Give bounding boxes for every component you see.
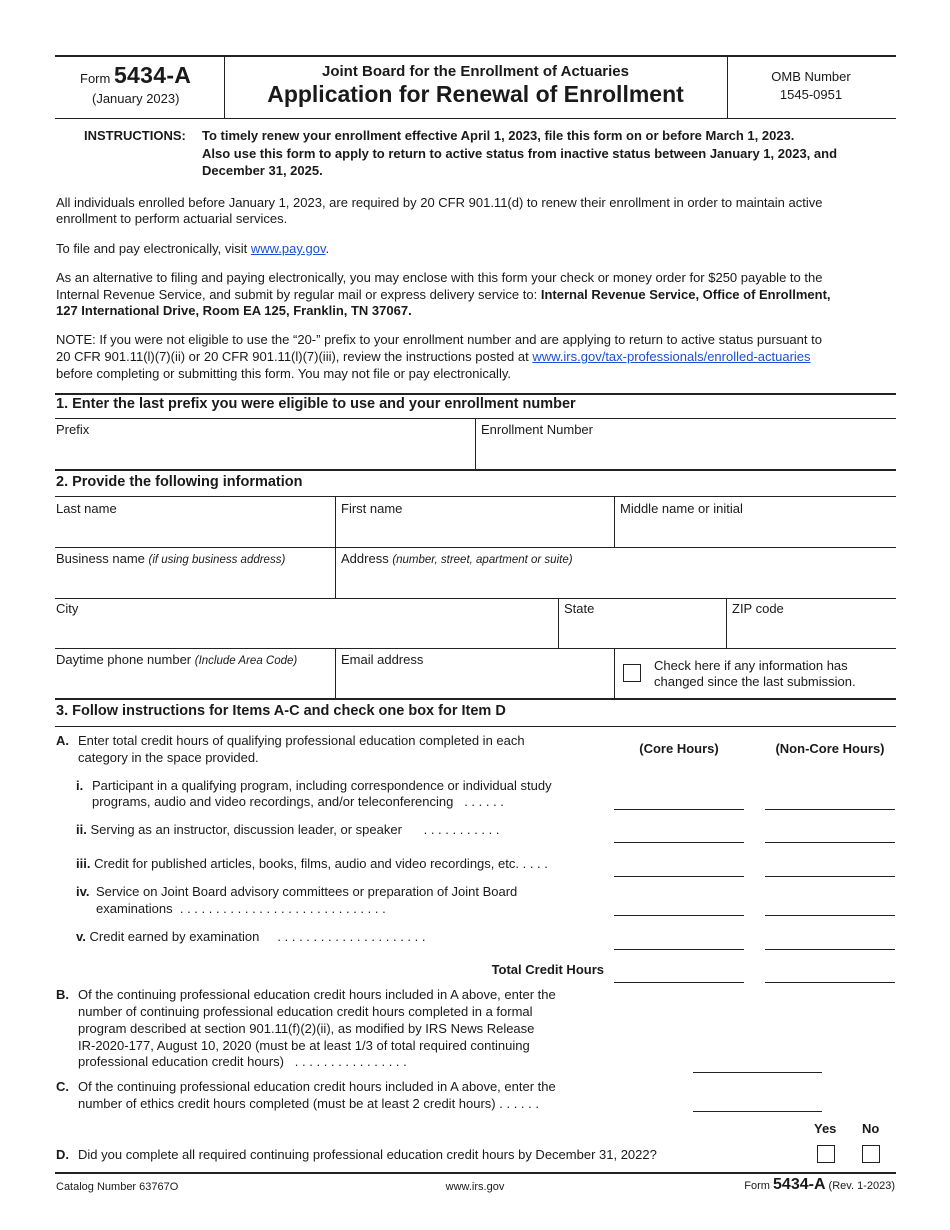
item-ii-noncore-line[interactable] [765, 842, 895, 843]
form-number: 5434-A [113, 62, 192, 88]
form-word: Form [80, 71, 111, 86]
pay-text-end: . [325, 241, 330, 256]
footer-website: www.irs.gov [445, 1181, 505, 1193]
item-i-core-line[interactable] [614, 809, 744, 810]
last-name-input[interactable] [56, 521, 332, 545]
section-2-heading: 2. Provide the following information [56, 474, 303, 490]
item-c-line-1: Of the continuing professional education credit hours included in A above, enter the [78, 1079, 556, 1094]
item-iv-line-1: Service on Joint Board advisory committees or preparation of Joint Board [96, 884, 518, 899]
pay-gov-link[interactable]: www.pay.gov [250, 241, 326, 256]
item-iii-num: iii. [76, 856, 91, 871]
item-v-dots: . . . . . . . . . . . . . . . . . . . . . [277, 929, 426, 944]
footer-revision: (Rev. 1-2023) [825, 1180, 895, 1192]
item-ii-dots: . . . . . . . . . . . [423, 822, 500, 837]
item-b-letter: B. [56, 987, 69, 1002]
footer-form-word: Form [744, 1180, 774, 1192]
phone-note: (Include Area Code) [194, 655, 298, 667]
row4-divider-2 [614, 649, 615, 698]
section-3-heading: 3. Follow instructions for Items A-C and check one box for Item D [56, 703, 506, 719]
item-a-line-1: Enter total credit hours of qualifying professional education completed in each [78, 733, 525, 748]
item-ii-text: Serving as an instructor, discussion leader, or speaker [90, 822, 402, 837]
item-d-yes-checkbox[interactable] [817, 1145, 835, 1163]
item-ii-num: ii. [76, 822, 87, 837]
enrolled-actuaries-link[interactable]: www.irs.gov/tax-professionals/enrolled-actuaries [532, 349, 811, 364]
form-date: (January 2023) [92, 91, 180, 106]
item-i-line-1: Participant in a qualifying program, including correspondence or individual study [92, 778, 552, 793]
item-c-letter: C. [56, 1079, 69, 1094]
agency-name: Joint Board for the Enrollment of Actuaries [322, 63, 629, 80]
item-b-line-1: Of the continuing professional education credit hours included in A above, enter the [78, 987, 556, 1002]
section-3-rule [55, 698, 896, 700]
item-v-num: v. [76, 929, 86, 944]
top-rule [55, 55, 896, 57]
item-a-line-2: category in the space provided. [78, 750, 259, 765]
address-text: Address [341, 551, 393, 566]
prefix-input[interactable] [56, 442, 470, 466]
enrollment-number-label: Enrollment Number [481, 422, 593, 437]
note-text: 20 CFR 901.11(l)(7)(ii) or 20 CFR 901.11(l)(7)(iii), review the instructions posted at [56, 349, 533, 364]
email-input[interactable] [341, 672, 610, 696]
total-credit-hours-label: Total Credit Hours [491, 962, 604, 977]
intro-paragraph-2 [56, 240, 329, 257]
item-b-dots: . . . . . . . . . . . . . . . . [294, 1054, 407, 1069]
omb-number: 1545-0951 [779, 87, 843, 102]
enrollment-number-input[interactable] [481, 442, 890, 466]
mail-address-2: 127 International Drive, Room EA 125, Franklin, TN 37067. [56, 303, 412, 318]
item-c-dots: . . . . . . [499, 1096, 539, 1111]
middle-name-label: Middle name or initial [620, 501, 743, 516]
yes-label: Yes [814, 1121, 837, 1136]
item-iv-line-2 [96, 900, 386, 917]
item-b-line-2: number of continuing professional education credit hours completed in a formal [78, 1004, 533, 1019]
intro-paragraph-1-line-2: enrollment to perform actuarial services. [56, 211, 288, 226]
item-v-core-line[interactable] [614, 949, 744, 950]
section-1-rule [55, 393, 896, 395]
instructions-line-3: December 31, 2025. [202, 163, 323, 178]
row1-divider-2 [614, 497, 615, 548]
item-a-letter: A. [56, 733, 69, 748]
address-label [341, 551, 573, 566]
item-iii-core-line[interactable] [614, 876, 744, 877]
item-i-text: programs, audio and video recordings, and/or teleconferencing [92, 794, 454, 809]
first-name-input[interactable] [341, 521, 610, 545]
item-iv-dots: . . . . . . . . . . . . . . . . . . . . . . . . . . . . . [179, 901, 386, 916]
footer-form-number: 5434-A [773, 1176, 826, 1193]
item-b-line-4: IR-2020-177, August 10, 2020 (must be at least 1/3 of total required continuing [78, 1038, 530, 1053]
phone-text: Daytime phone number [56, 652, 195, 667]
instructions-line-1: To timely renew your enrollment effective April 1, 2023, file this form on or before March 1, 2023. [202, 128, 795, 143]
item-v-row [76, 928, 426, 945]
omb-label: OMB Number [771, 69, 851, 84]
item-iv-noncore-line[interactable] [765, 915, 895, 916]
item-iv-core-line[interactable] [614, 915, 744, 916]
last-name-label: Last name [56, 501, 117, 516]
note-line-3: before completing or submitting this form. You may not file or pay electronically. [56, 366, 511, 381]
first-name-label: First name [341, 501, 403, 516]
section-1-heading: 1. Enter the last prefix you were eligible to use and your enrollment number [56, 396, 576, 412]
header-bottom-rule [55, 118, 896, 119]
item-ii-row [76, 821, 499, 838]
item-d-letter: D. [56, 1147, 69, 1162]
row1-rule [55, 547, 896, 548]
zip-code-input[interactable] [732, 621, 893, 645]
item-c-answer-line[interactable] [693, 1111, 822, 1112]
footer-rule [55, 1172, 896, 1174]
mail-text: Internal Revenue Service, and submit by regular mail or express delivery service to: [56, 287, 541, 302]
row3-rule [55, 648, 896, 649]
catalog-number: Catalog Number 63767O [56, 1181, 179, 1193]
core-hours-header: (Core Hours) [639, 741, 719, 756]
row3-divider-2 [726, 599, 727, 648]
phone-label [56, 652, 297, 667]
item-iv-num: iv. [76, 884, 90, 899]
noncore-hours-header: (Non-Core Hours) [775, 741, 885, 756]
info-changed-line-2: changed since the last submission. [654, 674, 856, 689]
row2-rule [55, 598, 896, 599]
instructions-label: INSTRUCTIONS: [84, 128, 186, 143]
total-noncore-line[interactable] [765, 982, 895, 983]
mail-address-1: Internal Revenue Service, Office of Enrollment, [540, 287, 831, 302]
phone-input[interactable] [56, 672, 332, 696]
city-label: City [56, 601, 79, 616]
item-v-text: Credit earned by examination [89, 929, 260, 944]
item-d-no-checkbox[interactable] [862, 1145, 880, 1163]
section-2-heading-rule [55, 496, 896, 497]
city-input[interactable] [56, 621, 555, 645]
row4-divider-1 [335, 649, 336, 698]
prefix-label: Prefix [56, 422, 90, 437]
row2-divider [335, 548, 336, 598]
item-i-line-2 [92, 793, 504, 810]
info-changed-line-1: Check here if any information has [654, 658, 848, 673]
email-label: Email address [341, 652, 424, 667]
item-i-dots: . . . . . . [464, 794, 504, 809]
no-label: No [862, 1121, 880, 1136]
footer-form-id [700, 1176, 895, 1194]
address-input[interactable] [341, 571, 893, 595]
instructions-line-2: Also use this form to apply to return to active status from inactive status between January 1, 2023, and [202, 146, 838, 161]
note-line-2 [56, 348, 811, 365]
intro-paragraph-1-line-1: All individuals enrolled before January 1, 2023, are required by 20 CFR 901.11(d) to renew their enrollment in order to maintain active [56, 195, 823, 210]
business-name-input[interactable] [56, 571, 332, 595]
state-label: State [564, 601, 595, 616]
item-v-noncore-line[interactable] [765, 949, 895, 950]
item-b-text: professional education credit hours) [78, 1054, 284, 1069]
form-title: Application for Renewal of Enrollment [267, 81, 684, 107]
item-i-noncore-line[interactable] [765, 809, 895, 810]
intro-paragraph-3-line-2 [56, 286, 831, 303]
item-iii-text: Credit for published articles, books, films, audio and video recordings, etc. [94, 856, 519, 871]
item-c-text: number of ethics credit hours completed (must be at least 2 credit hours) [78, 1096, 496, 1111]
state-input[interactable] [564, 621, 723, 645]
section-3-heading-rule [55, 726, 896, 727]
item-iii-noncore-line[interactable] [765, 876, 895, 877]
intro-paragraph-3-line-1: As an alternative to filing and paying electronically, you may enclose with this form your check or money order for $250 payable to the [56, 270, 823, 285]
item-c-line-2 [78, 1095, 539, 1112]
middle-name-input[interactable] [620, 521, 892, 545]
item-b-answer-line[interactable] [693, 1072, 822, 1073]
business-name-text: Business name [56, 551, 149, 566]
business-name-label [56, 551, 285, 566]
item-iii-row [76, 855, 548, 872]
note-line-1: NOTE: If you were not eligible to use the “20-” prefix to your enrollment number and are applying to return to active status pursuant to [56, 332, 822, 347]
row1-divider-1 [335, 497, 336, 548]
zip-code-label: ZIP code [732, 601, 784, 616]
business-name-note: (if using business address) [148, 554, 286, 566]
item-iii-dots: . . . . [522, 856, 548, 871]
item-i-num: i. [76, 778, 84, 793]
info-changed-checkbox[interactable] [623, 664, 641, 682]
section-1-divider [475, 419, 476, 469]
total-core-line[interactable] [614, 982, 744, 983]
item-d-text: Did you complete all required continuing professional education credit hours by December 31, 2022? [78, 1147, 657, 1162]
item-iv-text: examinations [96, 901, 173, 916]
item-ii-core-line[interactable] [614, 842, 744, 843]
row3-divider-1 [558, 599, 559, 648]
section-2-rule [55, 469, 896, 471]
item-b-line-5 [78, 1053, 407, 1070]
item-b-line-3: program described at section 901.11(f)(2)(ii), as modified by IRS News Release [78, 1021, 535, 1036]
address-note: (number, street, apartment or suite) [392, 554, 573, 566]
pay-text: To file and pay electronically, visit [56, 241, 251, 256]
form-number-block [80, 62, 220, 89]
